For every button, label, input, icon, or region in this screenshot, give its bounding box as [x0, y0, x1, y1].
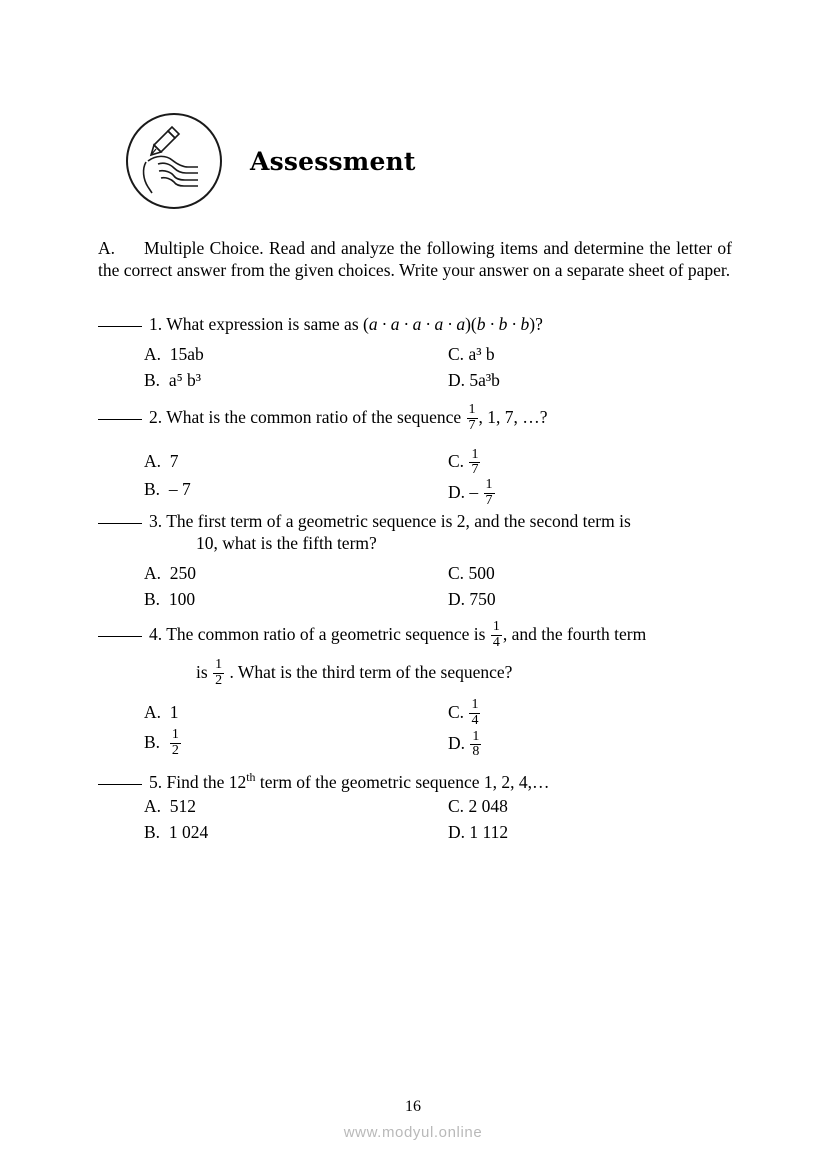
choice-3-b[interactable]: B. 100 — [144, 589, 196, 609]
choice-1-c[interactable]: C. a³ b — [448, 344, 495, 364]
fraction-one-seventh: $\frac{1}{7}$ — [468, 402, 476, 433]
instructions-text: Multiple Choice. Read and analyze the following items and determine the letter of the correct answer from the given choices. Write your answer on a separate sheet of paper. — [98, 238, 732, 280]
question-2-text: 2. What is the common ratio of the sequence $\frac{1}{7}$ , 1, 7, …? — [149, 402, 548, 433]
choice-5-d[interactable]: D. 1 112 — [448, 821, 509, 842]
choice-3-c[interactable]: C. 500 — [448, 563, 495, 583]
choice-2-d[interactable]: D. – $\frac{1}{7}$ — [448, 477, 493, 508]
choice-5-c[interactable]: C. 2 048 — [448, 795, 508, 816]
fraction-neg-one-seventh-d: $\frac{1}{7}$ — [485, 477, 493, 508]
fraction-one-fourth-c: $\frac{1}{4}$ — [471, 696, 479, 728]
choice-3-a[interactable]: A. 250 — [144, 563, 197, 583]
question-1 — [98, 313, 738, 393]
choice-2-c[interactable]: C. $\frac{1}{7}$ — [448, 446, 479, 478]
question-3 — [98, 510, 738, 612]
answer-blank-4[interactable] — [98, 636, 142, 637]
fraction-one-half-b: $\frac{1}{2}$ — [171, 726, 179, 758]
fraction-one-eighth-d: $\frac{1}{8}$ — [472, 728, 480, 760]
page-title: Assessment — [250, 146, 416, 176]
answer-blank-2[interactable] — [98, 419, 142, 420]
question-2 — [98, 403, 738, 509]
choice-4-c[interactable]: C. $\frac{1}{4}$ — [448, 696, 479, 728]
answer-blank-5[interactable] — [98, 784, 142, 785]
choice-5-b[interactable]: B. 1 024 — [144, 821, 209, 842]
choice-2-b[interactable]: B. – 7 — [144, 479, 191, 500]
page-number: 16 — [405, 1098, 421, 1115]
assessment-header — [126, 113, 416, 209]
fraction-one-fourth: $\frac{1}{4}$ — [492, 619, 500, 650]
choice-4-a[interactable]: A. 1 — [144, 701, 179, 722]
hand-writing-pencil-icon — [126, 113, 222, 209]
choice-4-d[interactable]: D. $\frac{1}{8}$ — [448, 728, 480, 760]
fraction-one-half: $\frac{1}{2}$ — [215, 657, 223, 689]
question-4 — [98, 620, 738, 760]
choice-1-a[interactable]: A. 15ab — [144, 344, 204, 364]
choice-1-b[interactable]: B. a⁵ b³ — [144, 370, 202, 390]
choice-2-a[interactable]: A. 7 — [144, 451, 179, 472]
instructions-label: A. — [98, 238, 116, 258]
question-1-text: 1. What expression is same as (a · a · a · a · a)(b · b · b)? — [149, 314, 543, 334]
choice-4-b[interactable]: B. $\frac{1}{2}$ — [144, 726, 179, 758]
question-4-text-cont: is $\frac{1}{2}$ . What is the third term of the sequence? — [196, 657, 513, 689]
choice-5-a[interactable]: A. 512 — [144, 795, 197, 816]
watermark: www.modyul.online — [343, 1124, 483, 1141]
answer-blank-3[interactable] — [98, 523, 142, 524]
choice-1-d[interactable]: D. 5a³b — [448, 370, 500, 390]
instructions-paragraph — [98, 238, 732, 281]
fraction-one-seventh-c: $\frac{1}{7}$ — [471, 446, 479, 478]
answer-blank-1[interactable] — [98, 326, 142, 327]
question-5 — [98, 766, 738, 845]
question-3-text: 3. The first term of a geometric sequence is 2, and the second term is — [149, 511, 631, 531]
question-5-text: 5. Find the 12th term of the geometric sequence 1, 2, 4,… — [149, 770, 550, 792]
question-4-text: 4. The common ratio of a geometric sequence is $\frac{1}{4}$ , and the fourth term — [149, 619, 647, 650]
choice-3-d[interactable]: D. 750 — [448, 589, 496, 609]
question-3-text-cont: 10, what is the fifth term? — [196, 533, 377, 553]
